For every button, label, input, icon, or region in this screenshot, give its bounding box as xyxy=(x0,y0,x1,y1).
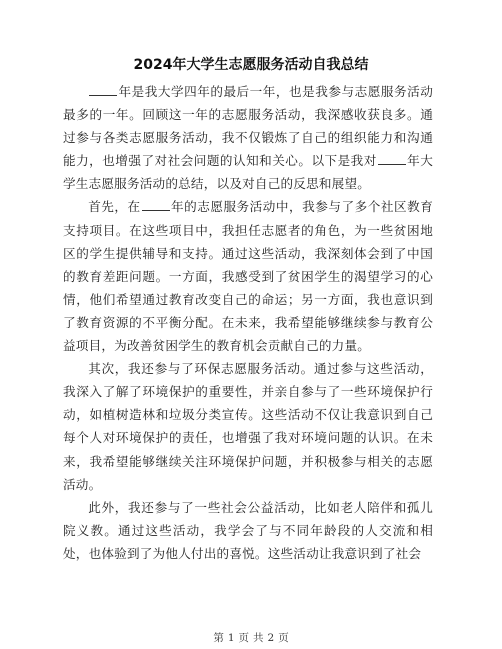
footer-total-pages: 2 xyxy=(267,632,275,644)
footer-label-total: 共 xyxy=(253,632,264,644)
fill-in-blank xyxy=(89,94,117,96)
paragraph-text: 此外，我还参与了一些社会公益活动，比如老人陪伴和孤儿院义教。通过这些活动，我学会了与不同年龄段的人交流和相处，也体验到了为他人付出的喜悦。这些活动让我意识到了社会 xyxy=(63,499,433,561)
document-title: 2024年大学生志愿服务活动自我总结 xyxy=(133,57,369,73)
paragraph-text: 首先，在 xyxy=(88,199,141,215)
footer-label-unit-end: 页 xyxy=(278,632,289,644)
paragraph-3 xyxy=(63,357,433,496)
footer-label-page: 第 xyxy=(213,632,224,644)
footer-label-unit: 页 xyxy=(238,632,249,644)
footer-current-page: 1 xyxy=(227,632,235,644)
paragraph-text: 其次，我还参与了环保志愿服务活动。通过参与这些活动，我深入了解了环境保护的重要性，并亲自参与了一些环境保护行动，如植树造林和垃圾分类宣传。这些活动不仅让我意识到自己每个人对环境保护的责任，也增强了我对环境问题的认识。在未来，我希望能够继续关注环境保护问题，并积极参与相关的志愿活动。 xyxy=(63,361,433,492)
document-body xyxy=(63,80,433,565)
paragraph-1 xyxy=(63,80,433,195)
paragraph-text: 年的志愿服务活动中，我参与了多个社区教育支持项目。在这些项目中，我担任志愿者的角色，为一些贫困地区的学生提供辅导和支持。通过这些活动，我深刻体会到了中国的教育差距问题。一方面，我感受到了贫困学生的渴望学习的心情，他们希望通过教育改变自己的命运；另一方面，我也意识到了教育资源的不平衡分配。在未来，我希望能够继续参与教育公益项目，为改善贫困学生的教育机会贡献自己的力量。 xyxy=(63,199,433,354)
page-footer xyxy=(0,632,502,644)
fill-in-blank xyxy=(142,209,170,211)
paragraph-text: 年大学生志愿服务活动的总结，以及对自己的反思和展望。 xyxy=(63,153,433,192)
paragraph-2 xyxy=(63,195,433,357)
paragraph-text: 年是我大学四年的最后一年，也是我参与志愿服务活动最多的一年。回顾这一年的志愿服务活动，我深感收获良多。通过参与各类志愿服务活动，我不仅锻炼了自己的组织能力和沟通能力，也增强了对社会问题的认知和关心。以下是我对 xyxy=(63,84,433,169)
fill-in-blank xyxy=(378,163,406,165)
paragraph-4 xyxy=(63,496,433,565)
